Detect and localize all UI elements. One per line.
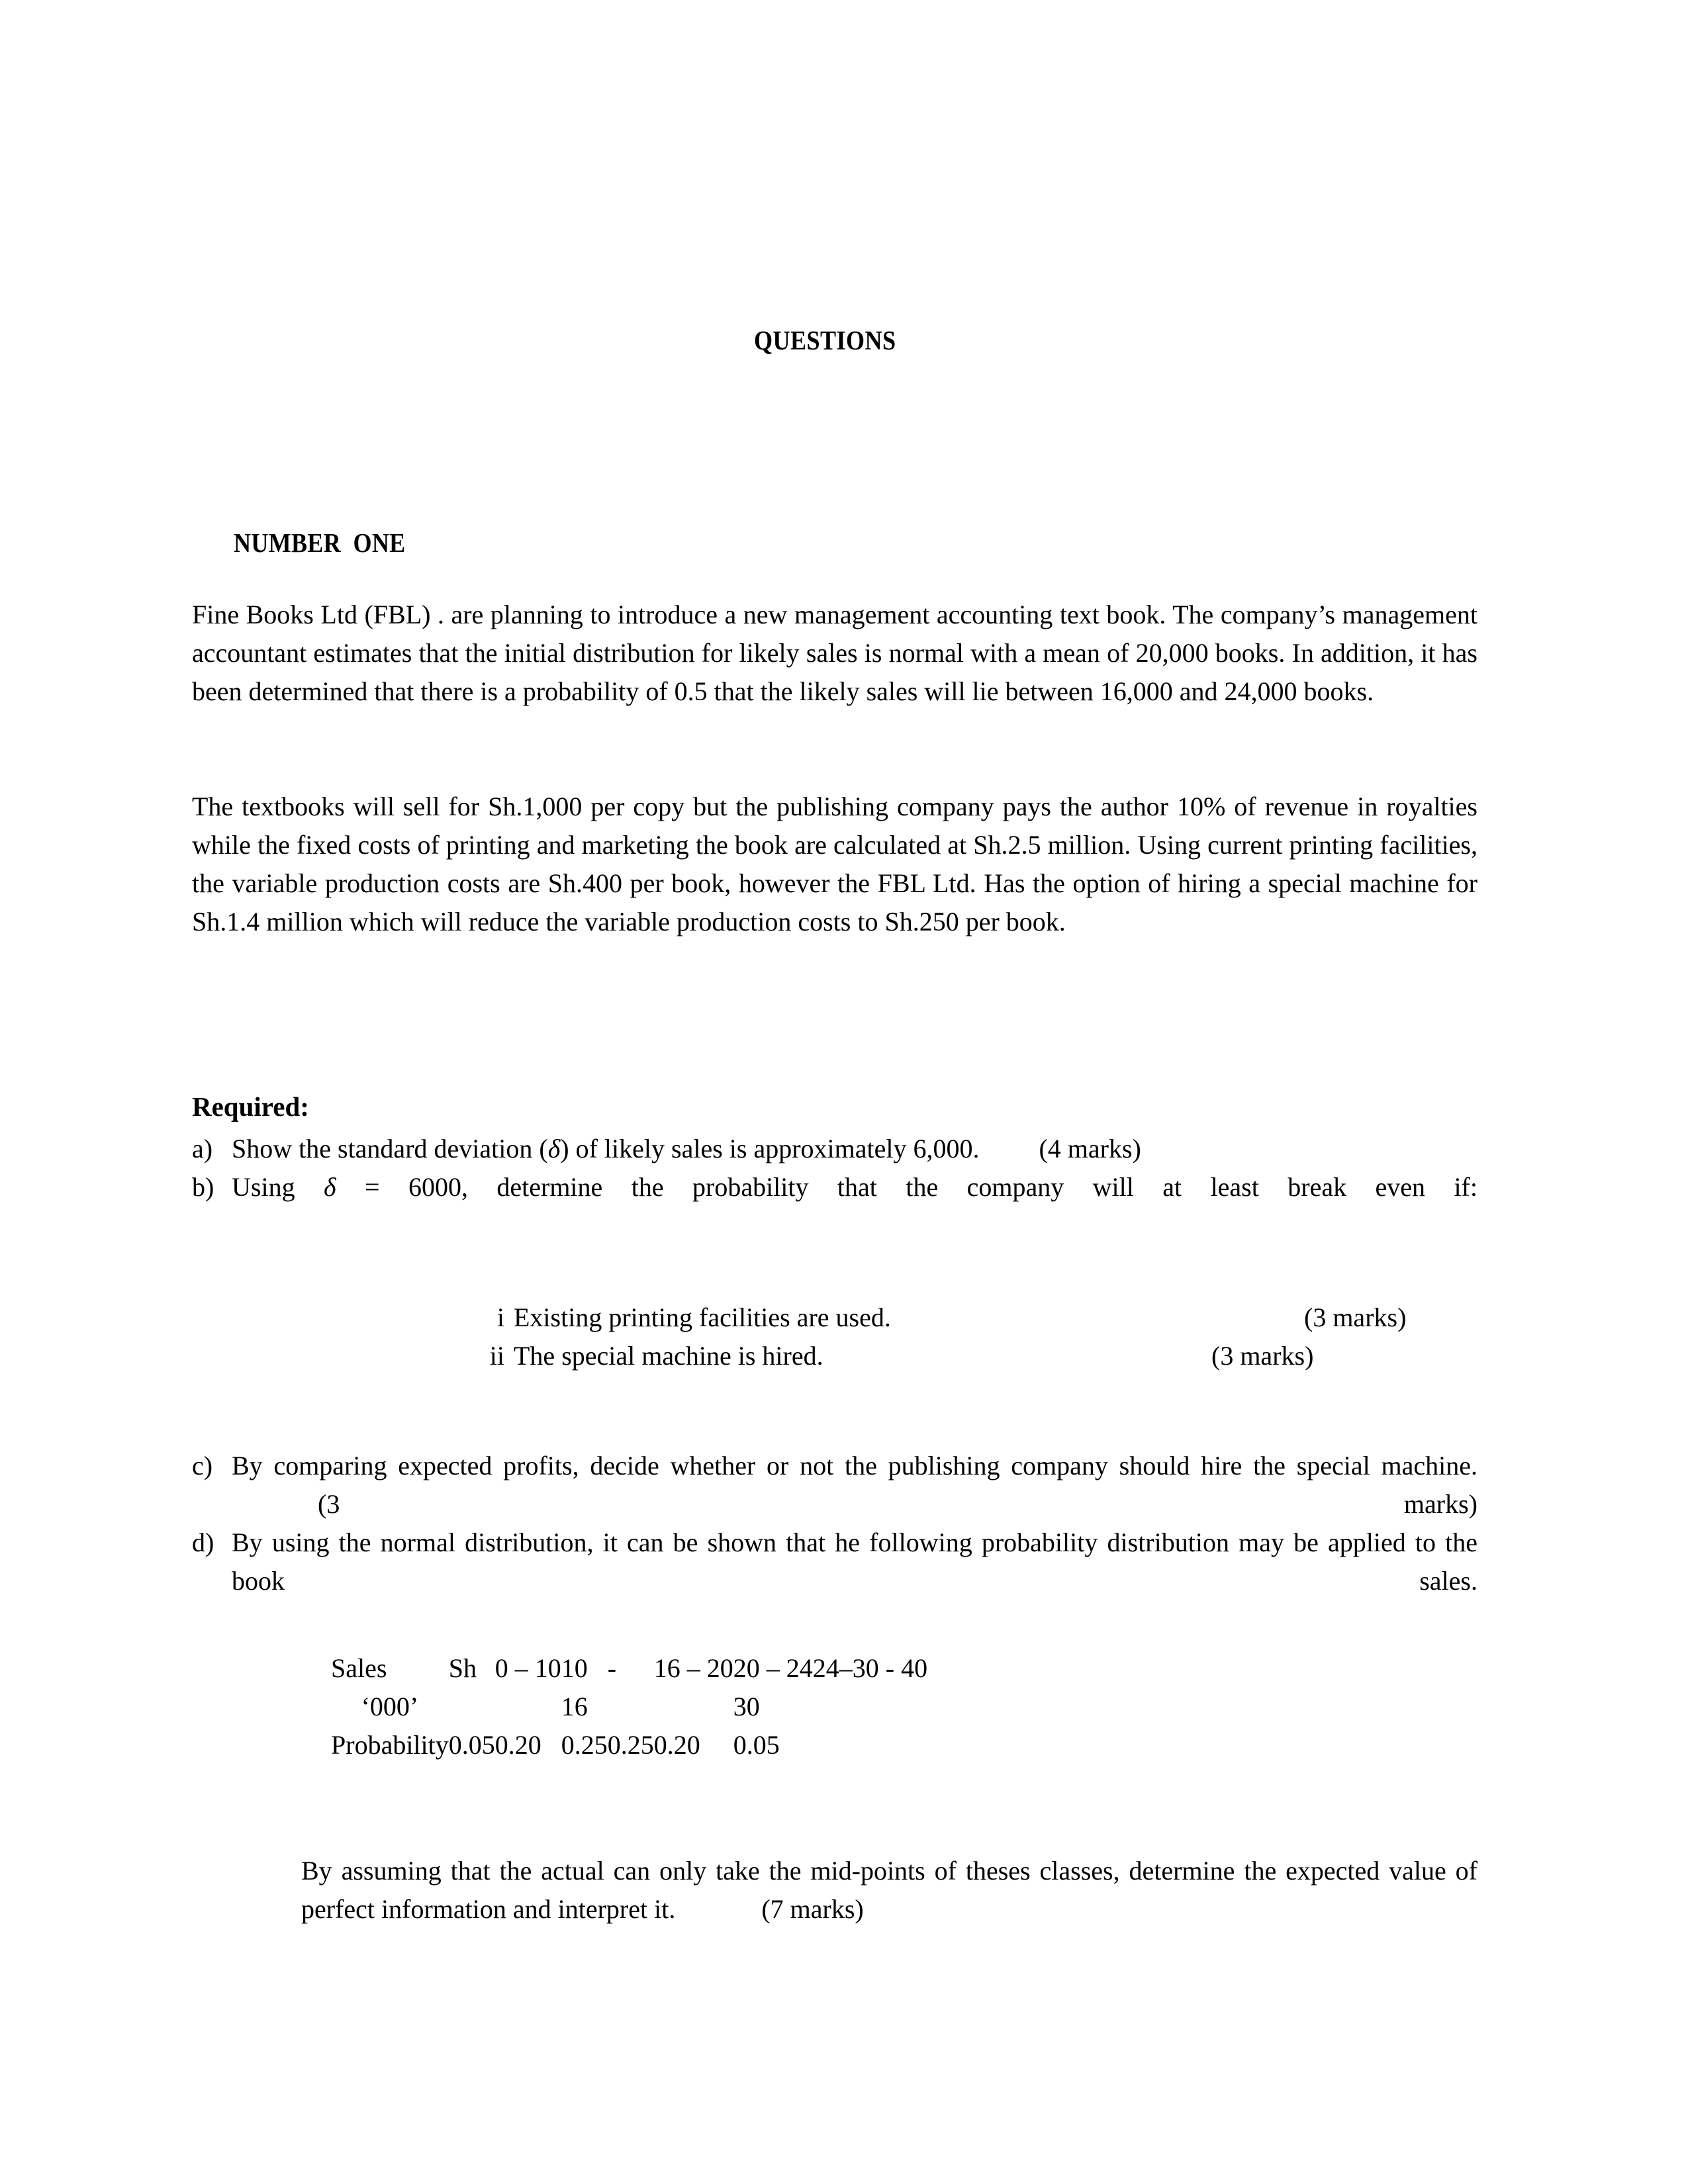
thousands-cell-2: 16	[561, 1692, 588, 1721]
list-body-b	[232, 1168, 1477, 1245]
item-c-marks: (3 marks)	[318, 1489, 1477, 1519]
sub-marks-ii: (3 marks)	[1211, 1341, 1314, 1371]
item-b-text-after: = 6000, determine the probability that the company will at least break even if:	[336, 1172, 1477, 1202]
sales-cell-6: 24	[812, 1653, 839, 1683]
prob-cell-3: 0.25	[561, 1730, 608, 1760]
table-row	[331, 1649, 927, 1688]
row-unit-sales: Sh	[448, 1653, 477, 1683]
delta-symbol-a: δ	[547, 1134, 561, 1163]
item-b-text-before: Using	[232, 1172, 324, 1202]
thousands-unit	[449, 1688, 495, 1726]
sub-text-i: Existing printing facilities are used.	[514, 1302, 891, 1332]
thousands-cell-4	[654, 1688, 733, 1726]
prob-cell-6: 0.05	[733, 1730, 780, 1760]
item-a-text-before: Show the standard deviation (	[232, 1134, 548, 1163]
list-marker-d: d)	[192, 1527, 214, 1557]
prob-cell-4: 0.25	[607, 1730, 654, 1760]
required-subitem-i	[470, 1298, 1595, 1337]
thousands-cell-8	[853, 1688, 927, 1726]
sales-cell-7: –	[839, 1653, 853, 1683]
table-row	[331, 1688, 927, 1726]
row-label-probability: Probability	[331, 1730, 449, 1760]
sales-cell-1: 0 – 10	[494, 1653, 561, 1683]
sales-cell-2: 10	[561, 1653, 588, 1683]
sub-marker-ii: ii	[489, 1341, 504, 1371]
sales-cell-5: 20 – 24	[733, 1653, 813, 1683]
delta-symbol-b: δ	[323, 1172, 336, 1202]
sub-marker-i: i	[496, 1302, 504, 1332]
thousands-cell-6	[813, 1688, 839, 1726]
probability-distribution-table	[331, 1649, 927, 1764]
list-marker-a: a)	[192, 1134, 213, 1163]
thousands-cell-1	[495, 1688, 561, 1726]
list-marker-c: c)	[192, 1451, 213, 1480]
closing-marks: (7 marks)	[761, 1894, 864, 1924]
paragraph-costs: The textbooks will sell for Sh.1,000 per copy but the publishing company pays the author 10% of revenue in royalties while the fixed costs of printing and marketing the book are calculated at Sh.2.5 million. Using current printing facilities, the variable production costs are Sh.400 per book, however the FBL Ltd. Has the option of hiring a special machine for Sh.1.4 million which will reduce the variable production costs to Sh.250 per book.	[192, 792, 1477, 936]
closing-paragraph	[301, 1852, 1477, 1929]
sales-cell-8: 30 - 40	[852, 1653, 928, 1683]
page-title-text: QUESTIONS	[754, 325, 896, 355]
list-marker-b: b)	[192, 1172, 214, 1202]
sales-cell-4: 16 – 20	[653, 1653, 733, 1683]
thousands-cell-5: 30	[733, 1692, 760, 1721]
item-a-text-after: ) of likely sales is approximately 6,000.	[560, 1134, 980, 1163]
page-title	[192, 324, 1477, 356]
closing-text: By assuming that the actual can only take the mid-points of theses classes, determine the expected value of perfect information and interpret it.	[301, 1856, 1477, 1924]
table-row	[331, 1726, 927, 1764]
required-subitem-ii	[470, 1337, 1595, 1375]
required-label: Required:	[192, 1091, 309, 1122]
prob-cell-1: 0.05	[448, 1730, 495, 1760]
sub-marks-i: (3 marks)	[1304, 1302, 1407, 1332]
item-c-text: By comparing expected profits, decide whether or not the publishing company should hire the special machine.	[232, 1451, 1477, 1480]
list-body-a	[232, 1130, 1477, 1168]
prob-cell-2: 0.20	[494, 1730, 541, 1760]
required-item-d	[192, 1524, 1477, 1639]
required-item-a	[192, 1130, 1477, 1168]
section-heading-text: NUMBER ONE	[234, 527, 406, 558]
sub-text-ii: The special machine is hired.	[514, 1341, 823, 1371]
row-label-thousands: ‘000’	[361, 1692, 419, 1721]
row-label-sales: Sales	[331, 1653, 387, 1683]
section-heading	[192, 495, 429, 590]
thousands-cell-3	[608, 1688, 654, 1726]
thousands-cell-7	[839, 1688, 853, 1726]
list-body-d: By using the normal distribution, it can be shown that he following probability distribution may be applied to the book sales.	[232, 1527, 1477, 1596]
item-a-marks: (4 marks)	[1039, 1134, 1141, 1163]
paragraph-intro: Fine Books Ltd (FBL) . are planning to introduce a new management accounting text book. The company’s management accountant estimates that the initial distribution for likely sales is normal with a mean of 20,000 books. In addition, it has been determined that there is a probability of 0.5 that the likely sales will lie between 16,000 and 24,000 books.	[192, 600, 1477, 706]
required-item-b	[192, 1168, 1477, 1245]
sales-cell-3: -	[607, 1653, 617, 1683]
prob-cell-5: 0.20	[653, 1730, 700, 1760]
